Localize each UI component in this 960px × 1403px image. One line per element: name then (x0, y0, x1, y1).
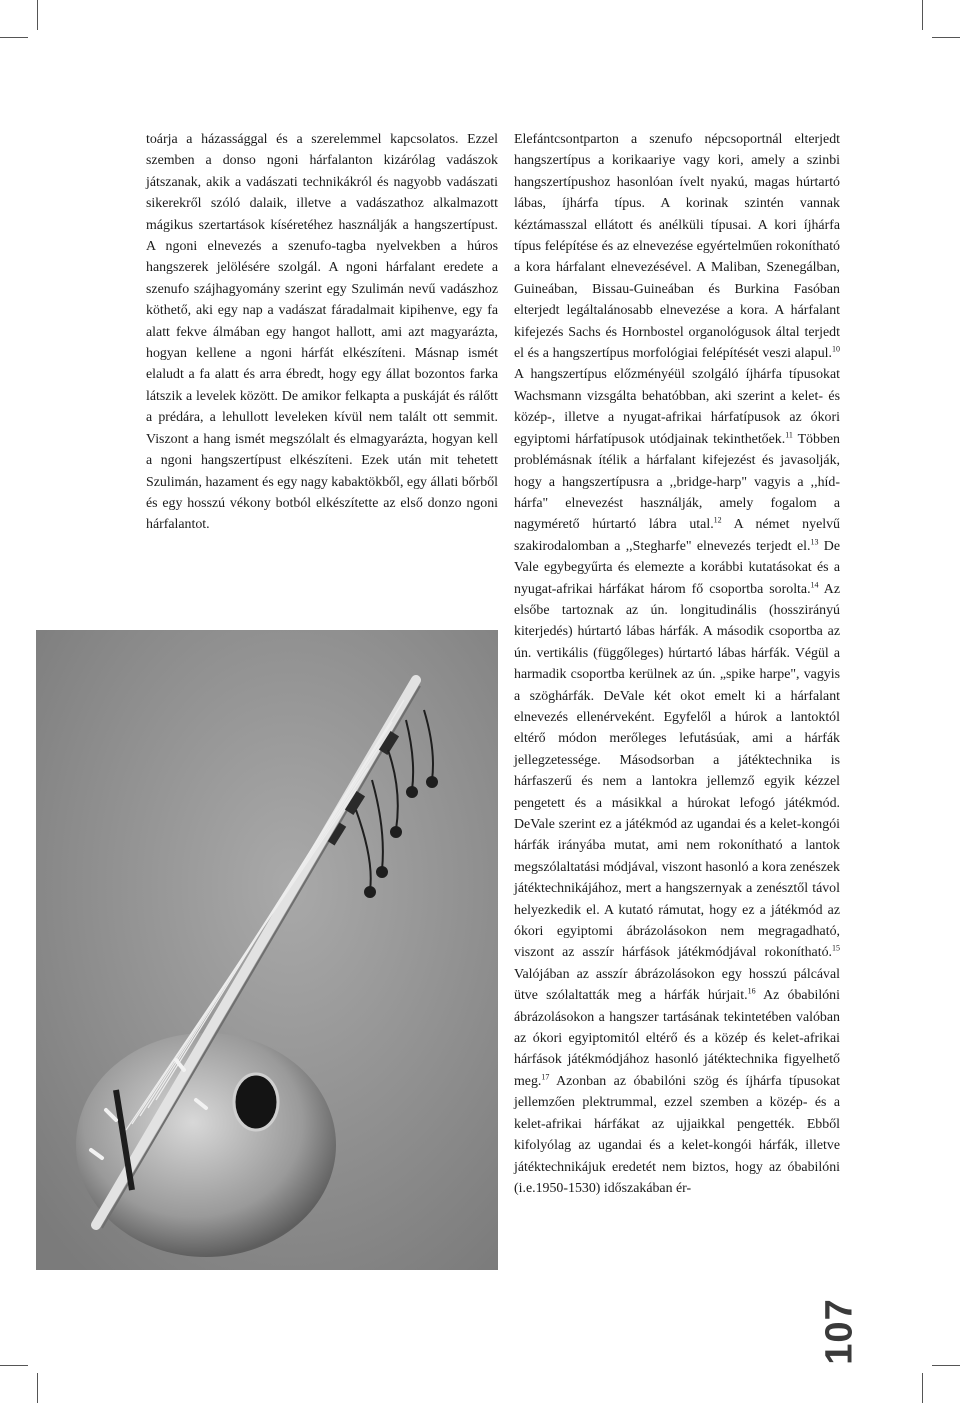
gourd-resonator (76, 1033, 336, 1257)
footnote-ref: 14 (810, 579, 819, 589)
right-text-column (514, 129, 840, 1199)
crop-mark-bottom-right-h (932, 1365, 960, 1366)
right-paragraph (514, 129, 840, 1199)
page-number: 107 (818, 1297, 861, 1365)
footnote-ref: 10 (832, 344, 840, 354)
crop-mark-bottom-left-v (37, 1373, 38, 1403)
crop-mark-top-left-v (37, 0, 38, 30)
text-segment: A német nyelvű szakirodalomban a ,,Stegharfe" elnevezés terjedt el. (514, 517, 840, 554)
left-paragraph: toárja a házassággal és a szerelemmel kapcsolatos. Ezzel szemben a donso ngoni hárfalanton kizárólag vadászok játszanak, akik a vadászati technikákról és nagyobb vadászati sikerekről szóló dalaik, illetve a vadászathoz alkalmazott mágikus szertartások kíséretéhez használják a hangszertípust. A ngoni elnevezés a szenufo-tagba nyelvekben a húros hangszerek jelölésére szolgál. A ngoni hárfalant eredete a szenufo szájhagyomány szerint egy Szulimán nevű vadászhoz köthető, aki egy nap a vadászat fáradalmait kipihenve, egy fa alatt fekve álmában egy hangot hallott, ami azt magyarázta, hogyan kellene a ngoni hárfát elkészíteni. Másnap ismét elaludt a fa alatt és arra ébredt, hogy egy állat bozontos farka látszik a levelek között. De amikor felkapta a puskáját és rálőtt a prédára, a lehullott leveleken kívül nem talált ott semmit. Viszont a hang ismét megszólalt és elmagyarázta, hogyan kell a ngoni hangszertípust elkészíteni. Ezek után mit tehetett Szulimán, hazament és egy nagy kabaktökből, egy állati bőrből és egy hosszú vékony botból elkészítette az első donzo ngoni hárfalantot. (146, 132, 498, 533)
harp-lute-photo (36, 630, 498, 1270)
footnote-ref: 12 (713, 515, 722, 525)
text-segment: De Vale egybegyűrta és elemezte a korábbi kutatásokat és a nyugat-afrikai hárfákat három fő csoportba sorolta. (514, 538, 841, 597)
text-segment: Elefántcsontparton a szenufo népcsoportnál elterjedt hangszertípus a korikaariye vagy kori, amely a szinbi hangszertípushoz hasonlóan ívelt nyakú, magas húrtartó lábas, íjhárfa típus. A korinak szintén vannak kéztámasszal ellátott és anélküli típusai. A kori íjhárfa típus felépítése és az elnevezése egyértelműen rokonítható a kora hárfalant elnevezésével. A Maliban, Szenegálban, Guineában, Bissau-Guineában és Burkina Fasóban elterjedt legáltalánosabb elnevezése a kora. A hárfalant kifejezés Sachs és Hornbostel organológusok által terjedt el és a hangszertípus morfológiai felépítését veszi alapul. (514, 132, 840, 362)
sound-hole (234, 1074, 278, 1130)
crop-mark-top-right-v (922, 0, 923, 30)
left-text-column (146, 129, 498, 536)
crop-mark-bottom-right-v (922, 1373, 923, 1403)
footnote-ref: 16 (747, 986, 756, 996)
text-segment: A hangszertípus előzményéül szolgáló íjhárfa típusokat Wachsmann vizsgálta behatóbban, aki szerint a kelet- és közép-, illetve a nyugat-afrikai hárfatípusok az ókori egyiptomi hárfatípusok utódjainak tekinthetőek. (514, 367, 840, 447)
text-segment: Az elsőbe tartoznak az ún. longitudinális (hosszirányú kiterjedés) húrtartó lábas hárfák. A második csoportba az ún. vertikális (függőleges) húrtartó lábas hárfák. Végül a harmadik csoportba kerülnek az ún. „spike harpe", vagyis a szöghárfák. DeVale két okot emelt ki a hárfalant elnevezés ellenérveként. Egyfelől a húrok a lantoktól eltérő módon merőleges lefutásúak, ami a hárfák jellegzetessége. Másodsorban a játéktechnika is hárfaszerű és nem a lantokra jellemző egyik kézzel pengetett és a másikkal a húrokat lefogó játékmód. DeVale szerint ez a játékmód az ugandai és a kelet-kongói hárfák irányába mutat, ami nem rokonítható a lantok megszólaltatási módjával, viszont hasonló a kora zenészek játéktechnikájához, mert a hangszernyak a zenésztől távol helyezkedik el. A kutató rámutat, hogy ez a játékmód az ókori egyiptomi ábrázolásokon nem megragadható, viszont az asszír hárfások játékmódjával rokonítható. (514, 581, 840, 961)
footnote-ref: 17 (541, 1072, 550, 1082)
crop-mark-bottom-left-h (0, 1365, 28, 1366)
text-segment: Az óbabilóni ábrázolásokon a hangszer tartásának tekintetében valóban az ókori egyiptomitól eltérő és a közép és kelet-afrikai hárfások játékmódjához hasonló játéktechnika figyelhető meg. (514, 988, 840, 1089)
text-segment: Többen problémásnak ítélik a hárfalant kifejezést és javasolják, hogy a hangszertípusra a ,,bridge-harp" vagyis a ,,híd-hárfa" elnevezést használják, amely fogalom a nagymérető húrtartó lábra utal. (514, 431, 840, 533)
crop-mark-top-left-h (0, 37, 28, 38)
text-segment: Valójában az asszír ábrázolásokon egy hosszú pálcával ütve szólaltatták meg a hárfák húrjait. (514, 966, 840, 1004)
text-segment: Azonban az óbabilóni szög és íjhárfa típusokat jellemzően plektrummal, ezzel szemben a közép- és a kelet-afrikai hárfákat az ujjaikkal pengették. Ebből kifolyólag az ugandai és a kelet-kongói hárfák, illetve játéktechnikájuk eredetét nem biztos, hogy az óbabilóni (i.e.1950-1530) időszakában ér- (514, 1073, 840, 1196)
crop-mark-top-right-h (932, 37, 960, 38)
footnote-ref: 13 (810, 537, 819, 547)
footnote-ref: 11 (785, 430, 793, 440)
footnote-ref: 15 (832, 943, 840, 953)
